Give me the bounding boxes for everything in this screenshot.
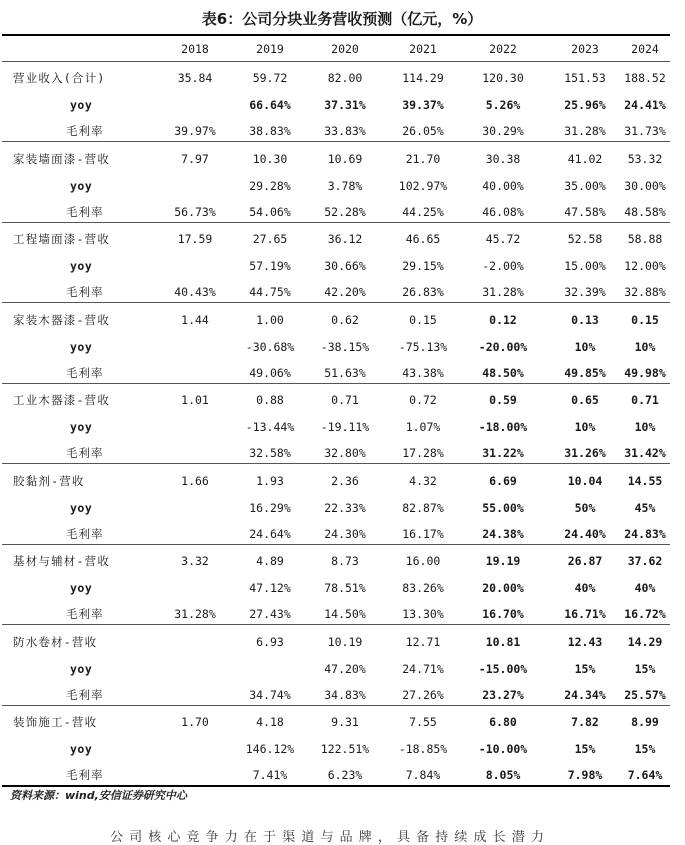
table-cell: 0.12 [489,312,517,327]
table-cell: 151.53 [564,71,606,85]
table-cell: 31.28% [564,124,606,138]
table-cell: -10.00% [478,742,528,756]
row-label-gross-margin: 毛利率 [66,285,104,299]
table-cell: 7.97 [181,151,209,166]
table-cell: 41.02 [567,151,603,166]
table-cell: 0.62 [331,312,359,327]
table-cell: 10.69 [327,151,363,166]
table-cell: 35.00% [564,178,606,193]
row-label-gross-margin: 毛利率 [66,204,104,219]
table-cell: 39.97% [174,124,216,138]
table-cell: 47.20% [324,661,366,676]
table-cell: -13.44% [245,420,295,434]
cropped-body-text: 公 司 核 心 竞 争 力 在 于 渠 道 与 品 牌 ， 具 备 持 续 成 长 潜 力 [110,830,545,845]
table-cell: 24.38% [482,526,524,541]
row-label-gross-margin: 毛利率 [66,687,104,702]
table-cell: 1.70 [181,715,209,729]
table-cell: -30.68% [245,339,295,354]
year-header-2022: 2022 [489,42,517,56]
table-cell: 10% [634,420,656,434]
table-cell: 0.65 [571,393,599,407]
row-label-gross-margin: 毛利率 [66,768,104,782]
table-cell: 17.59 [177,232,213,246]
table-cell: 57.19% [249,259,291,273]
table-cell: 30.66% [324,259,366,273]
table-cell: 32.80% [324,446,366,460]
segment-name: 胶黏剂-营收 [13,473,85,488]
table-cell: 7.82 [571,715,599,729]
table-cell: 10% [574,339,596,354]
table-cell: 7.41% [252,768,288,782]
table-cell: 31.73% [624,124,666,138]
table-cell: 1.07% [405,420,441,434]
table-cell: 16.71% [564,607,606,621]
segment-divider [2,544,670,545]
table-cell: 16.70% [482,607,524,621]
table-cell: 6.69 [489,473,517,488]
row-label-gross-margin: 毛利率 [66,365,104,380]
table-cell: 3.32 [181,554,209,568]
table-cell: 4.18 [256,715,284,729]
table-cell: 43.38% [402,365,444,380]
table-cell: 10.30 [252,151,288,166]
source-note: 资料来源：wind,安信证券研究中心 [10,789,187,802]
table-cell: 16.29% [249,500,291,515]
table-cell: 188.52 [624,71,666,85]
year-header-2024: 2024 [631,42,659,56]
table-cell: 54.06% [249,204,291,219]
table-cell: 0.71 [331,393,359,407]
table-cell: 24.40% [564,526,606,541]
table-cell: 1.93 [256,473,284,488]
table-cell: 4.89 [256,554,284,568]
segment-divider [2,624,670,625]
table-cell: 51.63% [324,365,366,380]
table-cell: 8.05% [485,768,521,782]
table-cell: 0.15 [409,312,437,327]
table-cell: 1.00 [256,312,284,327]
table-cell: 23.27% [482,687,524,702]
table-cell: 0.15 [631,312,659,327]
table-top-rule [2,34,670,36]
table-cell: 40% [574,581,596,595]
table-cell: 19.19 [485,554,521,568]
row-label-gross-margin: 毛利率 [66,124,104,138]
row-label-yoy: yoy [70,259,93,273]
table-cell: 25.57% [624,687,666,702]
table-cell: 36.12 [327,232,363,246]
table-cell: 58.88 [627,232,663,246]
table-cell: -75.13% [398,339,448,354]
table-cell: 15.00% [564,259,606,273]
year-header-2023: 2023 [571,42,599,56]
table-cell: 47.12% [249,581,291,595]
table-cell: 120.30 [482,71,524,85]
table-cell: 82.87% [402,500,444,515]
table-cell: 0.72 [409,393,437,407]
table-cell: 1.66 [181,473,209,488]
table-cell: 34.74% [249,687,291,702]
table-cell: 1.44 [181,312,209,327]
table-cell: 33.83% [324,124,366,138]
table-cell: 114.29 [402,71,444,85]
table-cell: 7.98% [567,768,603,782]
table-cell: 12.71 [405,634,441,649]
year-header-2018: 2018 [181,42,209,56]
table-cell: 42.20% [324,285,366,299]
table-cell: 45.72 [485,232,521,246]
table-cell: 10.19 [327,634,363,649]
segment-name: 工业木器漆-营收 [13,393,111,407]
table-cell: 10.04 [567,473,603,488]
year-header-2020: 2020 [331,42,359,56]
segment-divider [2,222,670,223]
table-cell: 24.41% [624,98,666,112]
table-cell: 35.84 [177,71,213,85]
table-cell: 12.00% [624,259,666,273]
table-cell: 34.83% [324,687,366,702]
table-cell: 6.23% [327,768,363,782]
table-cell: 40.43% [174,285,216,299]
table-cell: 32.58% [249,446,291,460]
table-cell: 10% [634,339,656,354]
row-label-yoy: yoy [70,420,93,434]
table-cell: 0.59 [489,393,517,407]
table-cell: 44.75% [249,285,291,299]
table-cell: 2.36 [331,473,359,488]
table-cell: 66.64% [249,98,291,112]
table-cell: 27.65 [252,232,288,246]
segment-name: 家装墙面漆-营收 [13,151,111,166]
table-cell: 40% [634,581,656,595]
segment-divider [2,463,670,464]
table-cell: 44.25% [402,204,444,219]
table-cell: 7.84% [405,768,441,782]
table-cell: 0.71 [631,393,659,407]
header-bottom-rule [2,61,670,62]
table-cell: 53.32 [627,151,663,166]
table-cell: 24.83% [624,526,666,541]
row-label-yoy: yoy [70,742,93,756]
table-cell: 26.83% [402,285,444,299]
table-cell: 7.64% [627,768,663,782]
table-cell: -20.00% [478,339,528,354]
row-label-gross-margin: 毛利率 [66,446,104,460]
table-cell: 6.93 [256,634,284,649]
segment-divider [2,383,670,384]
table-cell: 102.97% [398,178,448,193]
table-cell: 49.85% [564,365,606,380]
table-cell: 21.70 [405,151,441,166]
row-label-yoy: yoy [70,339,93,354]
table-cell: 7.55 [409,715,437,729]
table-cell: 3.78% [327,178,363,193]
table-cell: 27.26% [402,687,444,702]
table-cell: 59.72 [252,71,288,85]
table-cell: 16.72% [624,607,666,621]
table-cell: 48.58% [624,204,666,219]
table-cell: 82.00 [327,71,363,85]
table-cell: -2.00% [482,259,524,273]
year-header-row [0,37,684,61]
table-cell: 10.81 [485,634,521,649]
table-cell: 25.96% [564,98,606,112]
table-cell: 52.28% [324,204,366,219]
segment-name: 营业收入(合计) [13,71,106,85]
table-cell: 15% [634,661,656,676]
table-cell: 46.65 [405,232,441,246]
segment-name: 家装木器漆-营收 [13,312,111,327]
year-header-2021: 2021 [409,42,437,56]
table-cell: 27.43% [249,607,291,621]
table-cell: 6.80 [489,715,517,729]
table-cell: 13.30% [402,607,444,621]
row-label-yoy: yoy [70,500,93,515]
table-cell: 48.50% [482,365,524,380]
table-cell: 30.38 [485,151,521,166]
table-cell: 50% [574,500,596,515]
table-cell: 9.31 [331,715,359,729]
table-cell: 30.00% [624,178,666,193]
table-cell: 37.31% [324,98,366,112]
table-cell: 24.64% [249,526,291,541]
table-cell: 24.34% [564,687,606,702]
table-cell: 0.88 [256,393,284,407]
table-cell: 78.51% [324,581,366,595]
segment-name: 防水卷材-营收 [13,634,98,649]
segment-divider [2,141,670,142]
table-cell: 49.98% [624,365,666,380]
table-cell: 14.55 [627,473,663,488]
table-cell: 22.33% [324,500,366,515]
segment-divider [2,302,670,303]
table-cell: 32.88% [624,285,666,299]
table-cell: 14.50% [324,607,366,621]
row-label-yoy: yoy [70,581,93,595]
table-cell: 14.29 [627,634,663,649]
table-cell: 83.26% [402,581,444,595]
segment-name: 工程墙面漆-营收 [13,232,111,246]
table-cell: -38.15% [320,339,370,354]
row-label-gross-margin: 毛利率 [66,607,104,621]
table-cell: 56.73% [174,204,216,219]
table-cell: 46.08% [482,204,524,219]
table-cell: 31.22% [482,446,524,460]
year-header-2019: 2019 [256,42,284,56]
table-cell: 26.87 [567,554,603,568]
table-cell: -18.85% [398,742,448,756]
table-cell: 16.00 [405,554,441,568]
table-cell: 0.13 [571,312,599,327]
table-cell: 52.58 [567,232,603,246]
segment-name: 装饰施工-营收 [13,715,98,729]
row-label-gross-margin: 毛利率 [66,526,104,541]
table-cell: 38.83% [249,124,291,138]
table-cell: 32.39% [564,285,606,299]
table-cell: 29.15% [402,259,444,273]
table-cell: 31.42% [624,446,666,460]
table-cell: 15% [574,661,596,676]
table-cell: 1.01 [181,393,209,407]
table-cell: 47.58% [564,204,606,219]
row-label-yoy: yoy [70,98,93,112]
row-label-yoy: yoy [70,661,93,676]
table-cell: -18.00% [478,420,528,434]
table-cell: 55.00% [482,500,524,515]
table-cell: 40.00% [482,178,524,193]
table-cell: 26.05% [402,124,444,138]
table-cell: 49.06% [249,365,291,380]
table-cell: 122.51% [320,742,370,756]
table-cell: 8.73 [331,554,359,568]
table-cell: -15.00% [478,661,528,676]
table-cell: 10% [574,420,596,434]
table-title: 表6：公司分块业务营收预测（亿元，%） [201,10,483,28]
table-cell: -19.11% [320,420,370,434]
table-cell: 24.30% [324,526,366,541]
table-cell: 31.28% [174,607,216,621]
table-cell: 17.28% [402,446,444,460]
table-cell: 24.71% [402,661,444,676]
table-cell: 5.26% [485,98,521,112]
table-cell: 8.99 [631,715,659,729]
table-cell: 15% [574,742,596,756]
table-cell: 146.12% [245,742,295,756]
table-cell: 16.17% [402,526,444,541]
table-cell: 4.32 [409,473,437,488]
table-cell: 31.28% [482,285,524,299]
segment-divider [2,705,670,706]
segment-name: 基材与辅材-营收 [13,554,111,568]
table-cell: 30.29% [482,124,524,138]
table-cell: 15% [634,742,656,756]
row-label-yoy: yoy [70,178,93,193]
table-cell: 12.43 [567,634,603,649]
table-cell: 39.37% [402,98,444,112]
table-cell: 37.62 [627,554,663,568]
table-cell: 31.26% [564,446,606,460]
table-cell: 29.28% [249,178,291,193]
table-cell: 20.00% [482,581,524,595]
table-cell: 45% [634,500,656,515]
